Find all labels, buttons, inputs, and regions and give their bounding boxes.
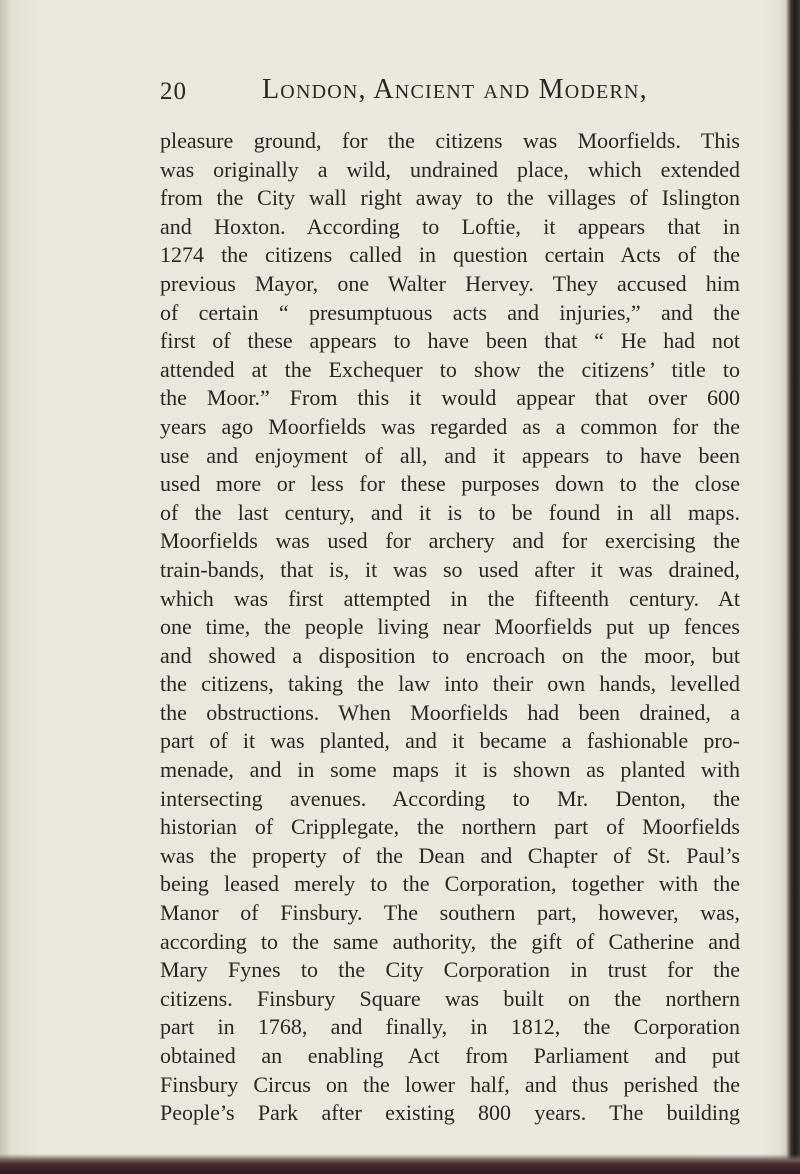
text-line: pleasure ground, for the citizens was Moorfields. This [160,128,740,153]
text-line: train-bands, that is, it was so used after it was drained, [160,556,740,582]
text-line: Finsbury Circus on the lower half, and thus perished the [160,1071,740,1097]
text-line: use and enjoyment of all, and it appears to have been [160,442,740,468]
text-line: People’s Park after existing 800 years. The building [160,1100,740,1126]
page-header [0,74,800,114]
text-line: was originally a wild, undrained place, which extended [160,156,740,182]
book-fore-edge [786,0,800,1174]
text-line: part of it was planted, and it became a fashionable pro- [160,728,740,754]
text-line: used more or less for these purposes down to the close [160,471,740,497]
text-line: Moorfields was used for archery and for exercising the [160,528,740,554]
text-line: years ago Moorfields was regarded as a common for the [160,413,740,439]
page-number: 20 [160,78,187,105]
text-line: 1274 the citizens called in question certain Acts of the [160,242,740,268]
text-line: one time, the people living near Moorfields put up fences [160,614,740,640]
text-line: attended at the Exchequer to show the citizens’ title to [160,356,740,382]
text-line: and showed a disposition to encroach on the moor, but [160,642,740,668]
page-gutter-shadow [0,0,10,1174]
text-line: menade, and in some maps it is shown as planted with [160,757,740,783]
text-line: citizens. Finsbury Square was built on the northern [160,985,740,1011]
text-line: obtained an enabling Act from Parliament and put [160,1043,740,1068]
text-line: which was first attempted in the fifteenth century. At [160,585,740,611]
text-line: according to the same authority, the gift of Catherine and [160,928,740,954]
body-text [160,127,740,1128]
text-line: Manor of Finsbury. The southern part, however, was, [160,900,740,926]
text-line: first of these appears to have been that “ He had not [160,328,740,354]
text-line: part in 1768, and finally, in 1812, the Corporation [160,1014,740,1040]
text-line: intersecting avenues. According to Mr. Denton, the [160,785,740,811]
text-line: Mary Fynes to the City Corporation in trust for the [160,957,740,983]
text-line: the citizens, taking the law into their own hands, levelled [160,671,740,697]
running-title: London, Ancient and Modern, [262,74,648,105]
text-line: of certain “ presumptuous acts and injuries,” and the [160,299,740,325]
text-line: the obstructions. When Moorfields had been drained, a [160,699,740,725]
text-line: of the last century, and it is to be found in all maps. [160,499,740,525]
text-line: the Moor.” From this it would appear that over 600 [160,385,740,411]
text-line: historian of Cripplegate, the northern part of Moorfields [160,814,740,840]
text-line: was the property of the Dean and Chapter of St. Paul’s [160,842,740,868]
text-line: from the City wall right away to the villages of Islington [160,185,740,211]
text-line: and Hoxton. According to Loftie, it appears that in [160,213,740,239]
book-bottom-edge [0,1154,800,1174]
text-line: being leased merely to the Corporation, together with the [160,871,740,897]
text-line: previous Mayor, one Walter Hervey. They accused him [160,270,740,296]
